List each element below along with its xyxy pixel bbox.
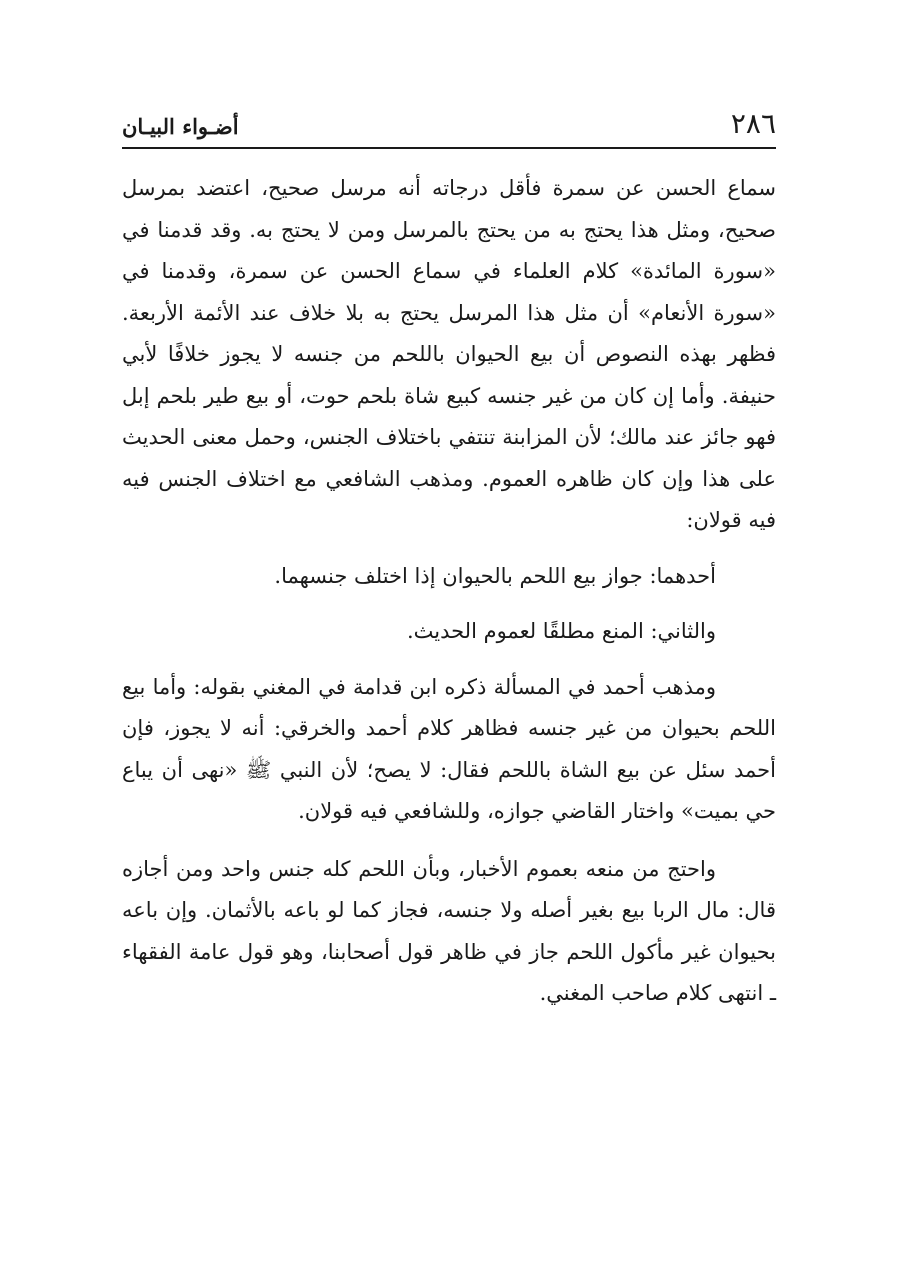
- page-body: [122, 168, 776, 1015]
- paragraph-ahmad-quote: ومذهب أحمد في المسألة ذكره ابن قدامة في المغني بقوله: وأما بيع اللحم بحيوان من غير جنسه فظاهر كلام أحمد والخرقي: أنه لا يجوز، فإن أحمد سئل عن بيع الشاة باللحم فقال: لا يصح؛ لأن النبي ﷺ «نهى أن يباع حي بميت» واختار القاضي جوازه، وللشافعي فيه قولان.: [122, 674, 776, 823]
- running-title: أضـواء البيـان: [122, 114, 239, 139]
- paragraph-evidence: واحتج من منعه بعموم الأخبار، وبأن اللحم كله جنس واحد ومن أجازه قال: مال الربا بيع بغير أصله ولا جنسه، فجاز كما لو باعه بالأثمان. وإن باعه بحيوان غير مأكول اللحم جاز في ظاهر قول أصحابنا، وهو قول عامة الفقهاء ـ انتهى كلام صاحب المغني.: [122, 856, 776, 1005]
- paragraph-first-opinion: أحدهما: جواز بيع اللحم بالحيوان إذا اختلف جنسهما.: [274, 563, 716, 588]
- header-rule: [122, 147, 776, 149]
- paragraph-second-opinion: والثاني: المنع مطلقًا لعموم الحديث.: [406, 619, 716, 643]
- page-header: [122, 106, 776, 148]
- page-number: ٢٨٦: [730, 107, 776, 140]
- paragraph-main: سماع الحسن عن سمرة فأقل درجاته أنه مرسل صحيح، اعتضد بمرسل صحيح، ومثل هذا يحتج به من يحتج بالمرسل ومن لا يحتج به. وقد قدمنا في «سورة المائدة» كلام العلماء في سماع الحسن عن سمرة، وقدمنا في «سورة الأنعام» أن مثل هذا المرسل يحتج به بلا خلاف عند الأئمة الأربعة. فظهر بهذه النصوص أن بيع الحيوان باللحم من جنسه لا يجوز خلافًا لأبي حنيفة. وأما إن كان من غير جنسه كبيع شاة بلحم حوت، أو بيع طير بلحم إبل فهو جائز عند مالك؛ لأن المزابنة تنتفي باختلاف الجنس، وحمل معنى الحديث على هذا وإن كان ظاهره العموم. ومذهب الشافعي مع اختلاف الجنس فيه فيه قولان:: [122, 176, 776, 532]
